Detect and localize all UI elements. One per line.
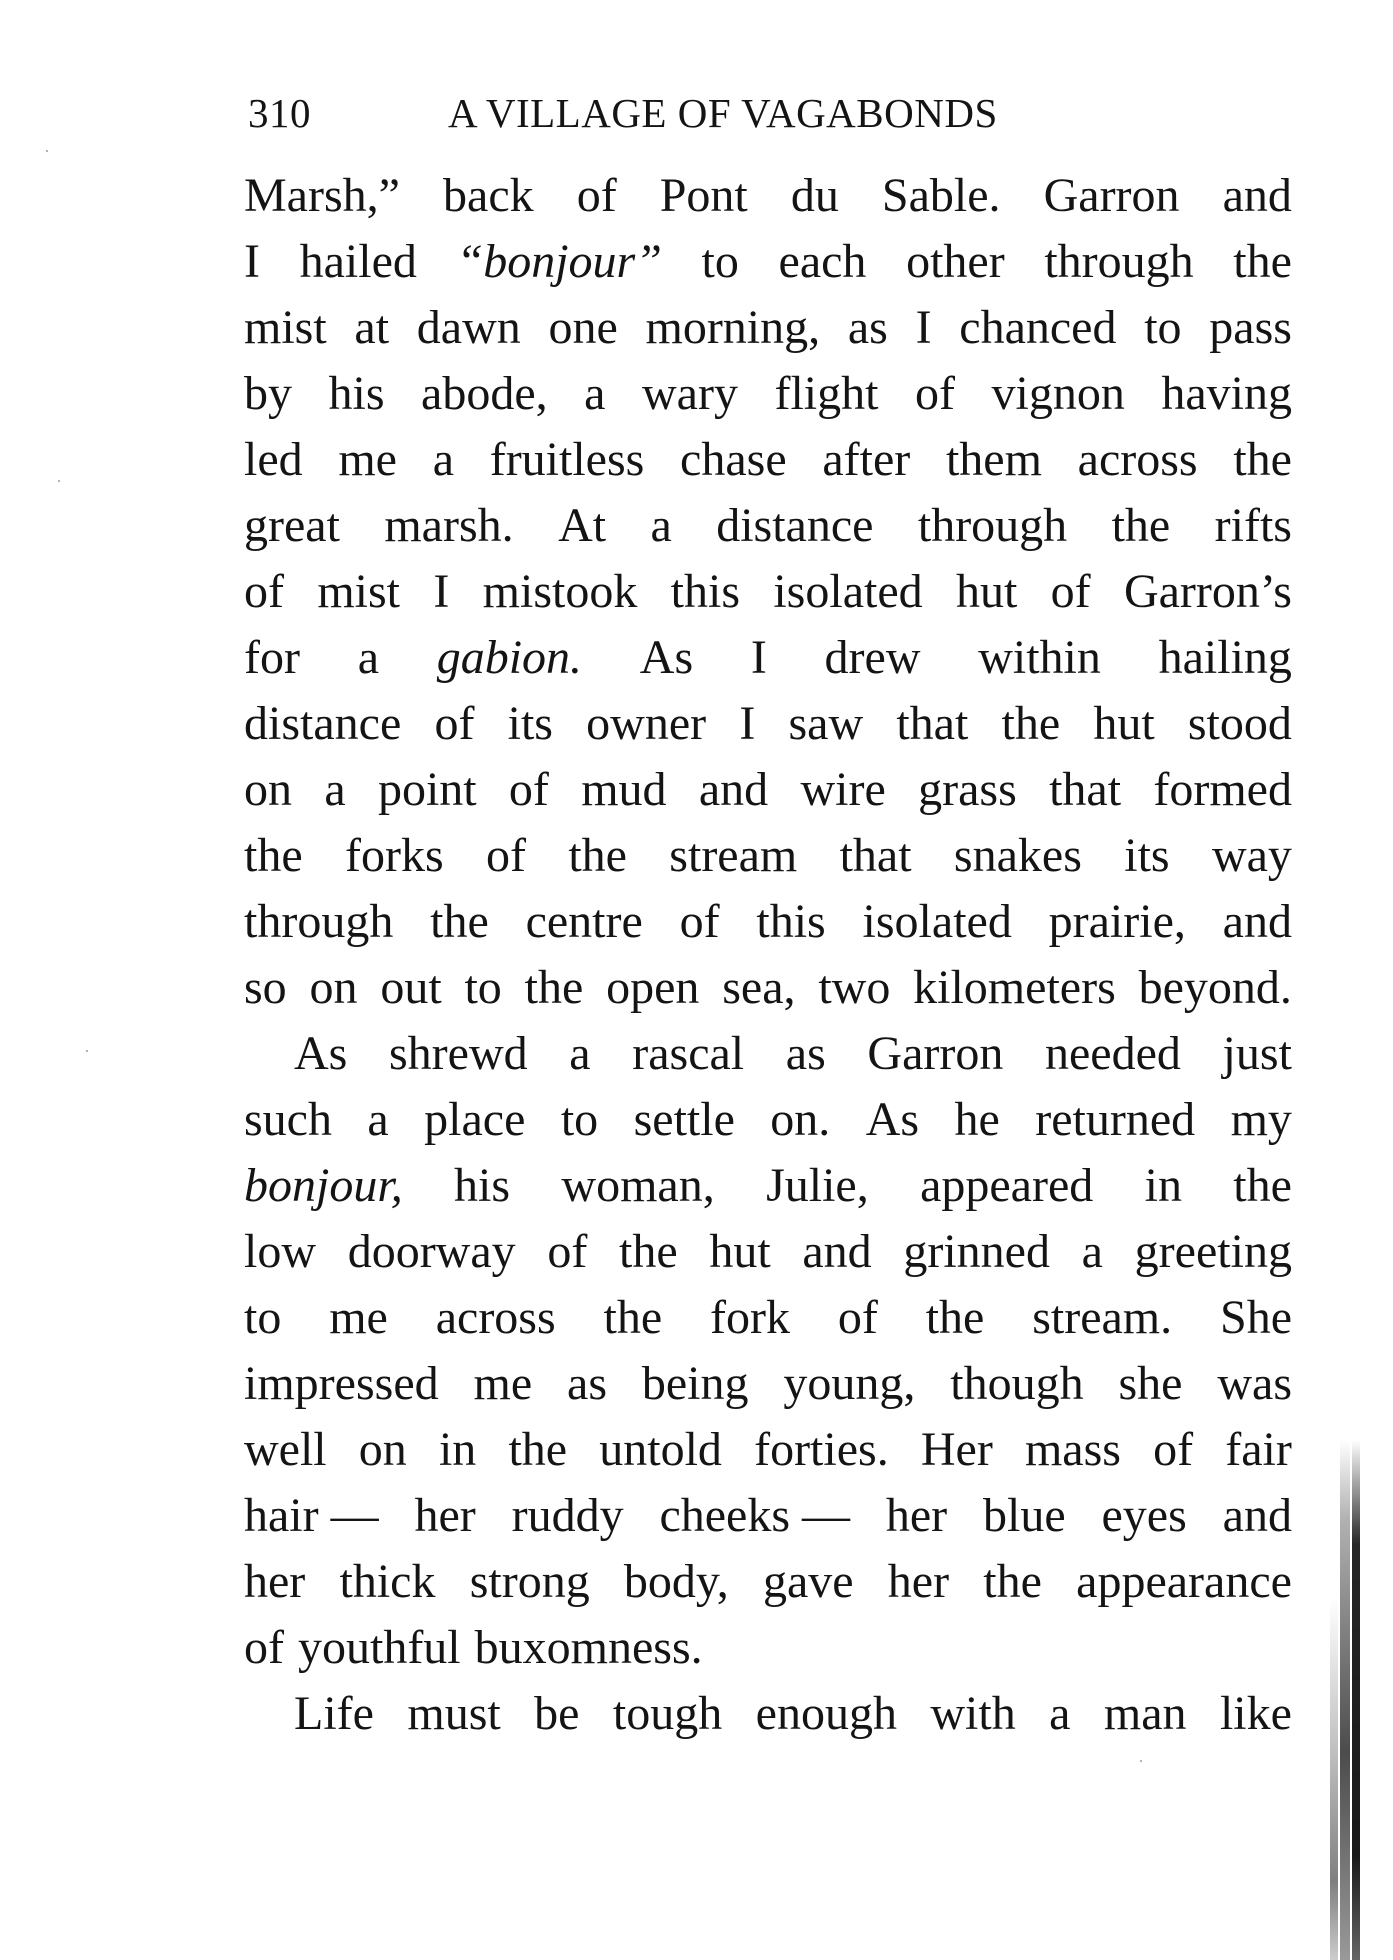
word: within — [978, 631, 1101, 684]
word: me — [338, 433, 397, 486]
word: grass — [918, 763, 1017, 816]
word: in — [438, 1423, 477, 1476]
word: open — [606, 961, 700, 1014]
word: mist — [244, 301, 327, 354]
word: drew — [824, 631, 921, 684]
word: At — [558, 499, 607, 552]
word: rifts — [1214, 499, 1292, 552]
word: by — [244, 367, 292, 420]
word: a — [584, 367, 606, 420]
word: hut — [1093, 697, 1155, 750]
word: tough — [612, 1687, 723, 1740]
text-line — [244, 691, 1292, 757]
word: untold — [599, 1423, 722, 1476]
word: and — [1222, 169, 1292, 222]
word: formed — [1153, 763, 1292, 816]
word: the — [619, 1225, 678, 1278]
word: being — [641, 1357, 749, 1410]
word: the — [603, 1291, 663, 1344]
word: across — [1077, 433, 1198, 486]
text-line — [244, 955, 1292, 1021]
word: back — [443, 169, 534, 222]
word: great — [244, 499, 340, 552]
word: Her — [920, 1423, 993, 1476]
text-line — [244, 295, 1292, 361]
text-line — [244, 1021, 1292, 1087]
word: morning, — [645, 301, 821, 354]
text-line — [244, 427, 1292, 493]
word: one — [548, 301, 618, 354]
word: marsh. — [384, 499, 514, 552]
word: way — [1211, 829, 1292, 882]
word: Garron — [867, 1027, 1004, 1080]
text-line — [244, 1549, 1292, 1615]
word: a — [569, 1027, 591, 1080]
word: as — [785, 1027, 826, 1080]
word: of — [244, 565, 284, 618]
word: man — [1103, 1687, 1187, 1740]
word: forties. — [754, 1423, 889, 1476]
word: his — [454, 1159, 511, 1212]
word: I — [739, 697, 756, 750]
word: wary — [642, 367, 738, 420]
word: her — [244, 1555, 306, 1608]
word: doorway — [347, 1225, 516, 1278]
word: must — [407, 1687, 501, 1740]
word: of — [244, 1621, 284, 1674]
word: a — [367, 1093, 389, 1146]
word: the — [508, 1423, 568, 1476]
word: the — [524, 961, 584, 1014]
word: of — [914, 367, 955, 420]
word: vignon — [991, 367, 1125, 420]
word: chase — [680, 433, 787, 486]
text-line — [244, 823, 1292, 889]
word: that — [1049, 763, 1122, 816]
word: stream — [669, 829, 798, 882]
word: gave — [762, 1555, 854, 1608]
word: fruitless — [489, 433, 645, 486]
word: that — [839, 829, 912, 882]
word: Julie, — [766, 1159, 869, 1212]
word: isolated — [862, 895, 1012, 948]
word: was — [1217, 1357, 1292, 1410]
word: strong — [469, 1555, 590, 1608]
word: the — [1001, 697, 1061, 750]
word: through — [1044, 235, 1194, 288]
word: isolated — [773, 565, 923, 618]
word: a — [357, 631, 379, 684]
word: of — [576, 169, 617, 222]
text-line — [244, 493, 1292, 559]
word: on. — [770, 1093, 831, 1146]
word: with — [930, 1687, 1016, 1740]
word: young, — [783, 1357, 916, 1410]
word: the — [1233, 235, 1292, 288]
word: on — [358, 1423, 407, 1476]
word: of — [434, 697, 475, 750]
word: I — [750, 631, 767, 684]
word: low — [244, 1225, 316, 1278]
word: returned — [1035, 1093, 1196, 1146]
word: this — [756, 895, 826, 948]
word: a — [432, 433, 454, 486]
word: her — [887, 1555, 950, 1608]
word: her — [414, 1489, 476, 1542]
word: wire — [800, 763, 886, 816]
word: woman, — [561, 1159, 715, 1212]
text-line — [244, 1087, 1292, 1153]
word: youthful — [297, 1621, 461, 1674]
text-line — [244, 1417, 1292, 1483]
paper-speck — [46, 150, 48, 152]
word: of — [837, 1291, 878, 1344]
text-line — [244, 163, 1292, 229]
word: the — [1111, 499, 1171, 552]
word: cheeks — — [659, 1489, 851, 1542]
paper-speck — [58, 480, 60, 482]
word: hailed — [299, 235, 417, 288]
word: the — [568, 829, 627, 882]
word: fair — [1225, 1423, 1292, 1476]
word: after — [822, 433, 911, 486]
word: me — [329, 1291, 388, 1344]
word: the — [1233, 433, 1292, 486]
word: the — [244, 829, 303, 882]
word: blue — [983, 1489, 1066, 1542]
word: pass — [1209, 301, 1292, 354]
word: shrewd — [388, 1027, 528, 1080]
word: the — [983, 1555, 1042, 1608]
word: stream. — [1032, 1291, 1173, 1344]
word: chanced — [959, 301, 1117, 354]
word: out — [380, 961, 442, 1014]
word: in — [1144, 1159, 1182, 1212]
word: prairie, — [1048, 895, 1186, 948]
word: hut — [955, 565, 1018, 618]
text-line — [244, 361, 1292, 427]
word: of — [1153, 1423, 1194, 1476]
word: on — [309, 961, 358, 1014]
word: stood — [1187, 697, 1292, 750]
word: each — [778, 235, 867, 288]
word: fork — [710, 1291, 790, 1344]
word: Life — [294, 1687, 374, 1740]
word: sea, — [722, 961, 796, 1014]
word: though — [950, 1357, 1084, 1410]
word: hut — [709, 1225, 771, 1278]
word: du — [790, 169, 839, 222]
word: well — [244, 1423, 327, 1476]
word: I — [433, 565, 450, 618]
word: saw — [788, 697, 864, 750]
word: two — [818, 961, 891, 1014]
word: just — [1222, 1027, 1292, 1080]
word: mist — [317, 565, 400, 618]
word: his — [328, 367, 385, 420]
word: of — [679, 895, 720, 948]
word: hair — — [244, 1489, 379, 1542]
word: thick — [339, 1555, 436, 1608]
word: centre — [525, 895, 643, 948]
word: forks — [344, 829, 444, 882]
word: Marsh,” — [244, 169, 400, 222]
word: of — [547, 1225, 588, 1278]
word: and — [802, 1225, 872, 1278]
body-text — [244, 163, 1292, 1747]
word: my — [1230, 1093, 1292, 1146]
word: mud — [581, 763, 667, 816]
word: place — [424, 1093, 526, 1146]
running-head: A VILLAGE OF VAGABONDS — [448, 90, 998, 136]
word: of — [508, 763, 549, 816]
paper-speck — [86, 1050, 88, 1052]
text-line — [244, 229, 1292, 295]
word: and — [698, 763, 769, 816]
text-line — [244, 1483, 1292, 1549]
text-line — [244, 1219, 1292, 1285]
word: a — [1081, 1225, 1103, 1278]
word: settle — [633, 1093, 735, 1146]
word: that — [896, 697, 969, 750]
word: to — [1144, 301, 1182, 354]
word: to — [560, 1093, 599, 1146]
word: this — [670, 565, 741, 618]
word: to — [464, 961, 502, 1014]
word: across — [435, 1291, 556, 1344]
word: enough — [755, 1687, 897, 1740]
word: kilometers — [913, 961, 1116, 1014]
word: impressed — [244, 1357, 439, 1410]
word: abode, — [421, 367, 548, 420]
word: for — [244, 631, 300, 684]
word: She — [1220, 1291, 1292, 1344]
word: Pont — [659, 169, 748, 222]
word: greeting — [1134, 1225, 1292, 1278]
page-header — [248, 88, 1098, 138]
paper-speck — [1140, 1760, 1142, 1762]
text-line — [244, 559, 1292, 625]
word: be — [534, 1687, 580, 1740]
text-line — [244, 757, 1292, 823]
word: and — [1222, 1489, 1292, 1542]
word: rascal — [632, 1027, 745, 1080]
word: buxomness. — [474, 1621, 703, 1674]
word: needed — [1044, 1027, 1181, 1080]
word: she — [1118, 1357, 1183, 1410]
word: flight — [774, 367, 879, 420]
binding-shadow — [1318, 1440, 1366, 1960]
word: distance — [244, 697, 402, 750]
word: through — [917, 499, 1068, 552]
word: the — [925, 1291, 985, 1344]
word: the — [430, 895, 489, 948]
text-line — [244, 1681, 1292, 1747]
word: so — [244, 961, 287, 1014]
word: at — [354, 301, 390, 354]
page-number: 310 — [248, 90, 311, 136]
word: gabion. — [436, 631, 583, 684]
word: like — [1219, 1687, 1292, 1740]
word: mistook — [482, 565, 638, 618]
word: appearance — [1076, 1555, 1292, 1608]
word: mass — [1024, 1423, 1121, 1476]
word: its — [507, 697, 553, 750]
word: point — [377, 763, 477, 816]
text-line — [244, 1153, 1292, 1219]
word: to — [244, 1291, 282, 1344]
word: As — [865, 1093, 920, 1146]
word: As — [294, 1027, 348, 1080]
text-line — [244, 1351, 1292, 1417]
word: grinned — [903, 1225, 1050, 1278]
word: hailing — [1158, 631, 1292, 684]
word: ruddy — [511, 1489, 624, 1542]
word: a — [324, 763, 346, 816]
word: led — [244, 433, 303, 486]
word: beyond. — [1138, 961, 1292, 1014]
word: on — [244, 763, 292, 816]
word: of — [485, 829, 526, 882]
word: me — [473, 1357, 533, 1410]
word: them — [945, 433, 1042, 486]
word: body, — [623, 1555, 729, 1608]
word: of — [1050, 565, 1091, 618]
word: having — [1161, 367, 1292, 420]
text-line — [244, 1285, 1292, 1351]
word: through — [244, 895, 394, 948]
word: Garron — [1043, 169, 1180, 222]
word: dawn — [416, 301, 521, 354]
word: As — [639, 631, 694, 684]
word: its — [1124, 829, 1170, 882]
word: a — [650, 499, 672, 552]
word: Garron’s — [1123, 565, 1292, 618]
word: I — [915, 301, 932, 354]
word: I — [244, 235, 260, 288]
word: owner — [586, 697, 707, 750]
text-line — [244, 625, 1292, 691]
word: such — [244, 1093, 332, 1146]
word: to — [701, 235, 739, 288]
word: he — [954, 1093, 1000, 1146]
word: bonjour, — [244, 1159, 403, 1212]
word: “bonjour” — [456, 235, 662, 288]
word: as — [567, 1357, 607, 1410]
text-line — [244, 889, 1292, 955]
word: a — [1049, 1687, 1071, 1740]
text-line — [244, 1615, 1292, 1681]
word: snakes — [953, 829, 1082, 882]
word: appeared — [920, 1159, 1094, 1212]
word: as — [847, 301, 888, 354]
word: Sable. — [881, 169, 1001, 222]
word: and — [1222, 895, 1292, 948]
word: her — [885, 1489, 948, 1542]
word: other — [906, 235, 1005, 288]
word: eyes — [1101, 1489, 1187, 1542]
word: distance — [716, 499, 874, 552]
word: the — [1233, 1159, 1292, 1212]
